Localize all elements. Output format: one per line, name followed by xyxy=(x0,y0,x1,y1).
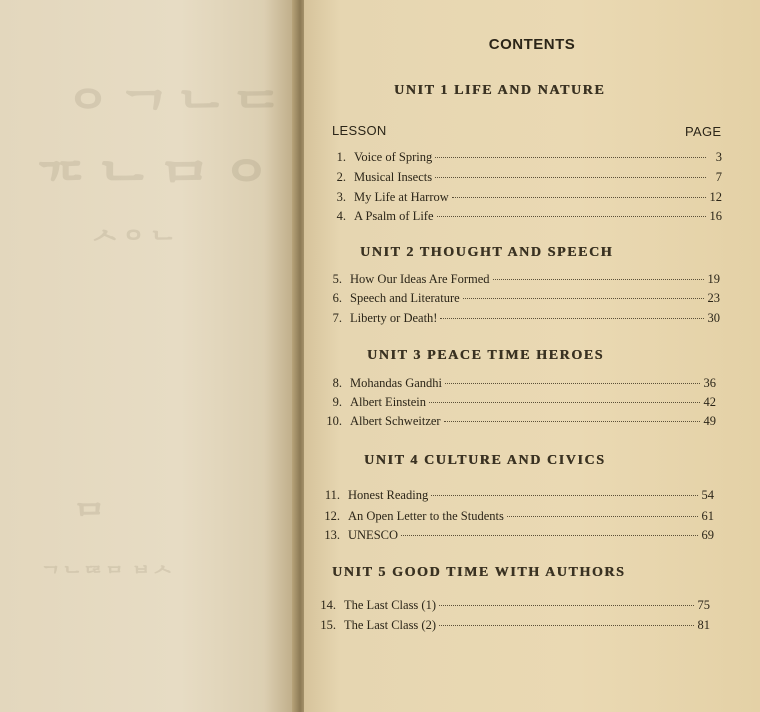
bleed-through-text: ᄀᄃᄂᄆᄋ xyxy=(30,156,278,227)
page-number: 16 xyxy=(709,209,722,223)
page-number: 12 xyxy=(709,190,722,204)
page-number: 49 xyxy=(703,414,716,428)
page-column-header: PAGE xyxy=(685,124,722,139)
page-number: 3 xyxy=(715,150,722,164)
page-number: 30 xyxy=(707,311,720,325)
dot-leader xyxy=(439,625,694,626)
toc-row: 10. Albert Schweitzer 49 xyxy=(326,414,716,428)
toc-row: 8. Mohandas Gandhi 36 xyxy=(332,376,716,390)
unit-heading: UNIT 2 THOUGHT AND SPEECH xyxy=(360,245,614,260)
dot-leader xyxy=(445,383,700,384)
page-number: 69 xyxy=(701,528,714,542)
dot-leader xyxy=(429,402,700,403)
toc-row: 1. Voice of Spring 3 xyxy=(336,150,722,164)
toc-row: 6. Speech and Literature 23 xyxy=(332,291,720,305)
lesson-title: Mohandas Gandhi xyxy=(350,376,442,390)
lesson-title: Albert Schweitzer xyxy=(350,414,441,428)
lesson-title: An Open Letter to the Students xyxy=(348,509,504,523)
dot-leader xyxy=(493,279,704,280)
dot-leader xyxy=(507,516,698,517)
lesson-title: The Last Class (1) xyxy=(344,598,436,612)
page-number: 42 xyxy=(703,395,716,409)
page-number: 36 xyxy=(703,376,716,390)
lesson-column-header: LESSON xyxy=(332,123,387,138)
toc-row: 11. Honest Reading 54 xyxy=(324,488,714,502)
toc-row: 2. Musical Insects 7 xyxy=(336,170,722,184)
dot-leader xyxy=(440,318,704,319)
page-number: 75 xyxy=(697,598,710,612)
lesson-title: A Psalm of Life xyxy=(354,209,434,223)
lesson-title: UNESCO xyxy=(348,528,399,542)
lesson-title: How Our Ideas Are Formed xyxy=(350,272,490,286)
dot-leader xyxy=(435,177,706,178)
lesson-title: Liberty or Death! xyxy=(350,311,438,325)
dot-leader xyxy=(401,535,698,536)
page-number: 19 xyxy=(707,272,720,286)
bleed-through-text: ᄆ xyxy=(70,499,109,544)
toc-row: 14. The Last Class (1) 75 xyxy=(320,598,710,612)
unit-heading: UNIT 1 LIFE AND NATURE xyxy=(394,83,606,98)
page-title: CONTENTS xyxy=(488,36,576,53)
page-number: 61 xyxy=(701,509,714,523)
dot-leader xyxy=(437,216,706,217)
toc-row: 4. A Psalm of Life 16 xyxy=(336,209,722,223)
page-number: 54 xyxy=(701,488,714,502)
lesson-title: Voice of Spring xyxy=(354,150,433,164)
toc-row: 15. The Last Class (2) 81 xyxy=(320,618,710,632)
toc-row: 5. How Our Ideas Are Formed 19 xyxy=(332,272,720,286)
dot-leader xyxy=(431,495,698,496)
toc-row: 3. My Life at Harrow 12 xyxy=(336,190,722,204)
lesson-title: Speech and Literature xyxy=(350,291,460,305)
left-page xyxy=(0,0,300,712)
page-number: 81 xyxy=(697,618,710,632)
lesson-title: Musical Insects xyxy=(354,170,433,184)
lesson-title: Honest Reading xyxy=(348,488,429,502)
toc-row: 7. Liberty or Death! 30 xyxy=(332,311,720,325)
dot-leader xyxy=(439,605,694,606)
lesson-title: The Last Class (2) xyxy=(344,618,436,632)
unit-heading: UNIT 5 GOOD TIME WITH AUTHORS xyxy=(332,565,626,580)
toc-row: 9. Albert Einstein 42 xyxy=(332,395,716,409)
unit-heading: UNIT 3 PEACE TIME HEROES xyxy=(367,348,605,363)
bleed-through-text: ᄉᄋᄂ xyxy=(90,229,177,262)
toc-row: 13. UNESCO 69 xyxy=(324,528,714,542)
dot-leader xyxy=(444,421,700,422)
toc-row: 12. An Open Letter to the Students 61 xyxy=(324,509,714,523)
lesson-title: Albert Einstein xyxy=(350,395,427,409)
dot-leader xyxy=(463,298,704,299)
page-number: 23 xyxy=(707,291,720,305)
bleed-through-text: ᄀᄂᄃᄅᄆ ᄇᄉ xyxy=(40,564,174,589)
page-number: 7 xyxy=(715,170,722,184)
unit-heading: UNIT 4 CULTURE AND CIVICS xyxy=(364,453,606,468)
dot-leader xyxy=(435,157,706,158)
bleed-through-text: ᄋᄀᄂᄃ xyxy=(60,85,285,150)
right-page xyxy=(304,0,760,712)
dot-leader xyxy=(452,197,706,198)
lesson-title: My Life at Harrow xyxy=(354,190,449,204)
